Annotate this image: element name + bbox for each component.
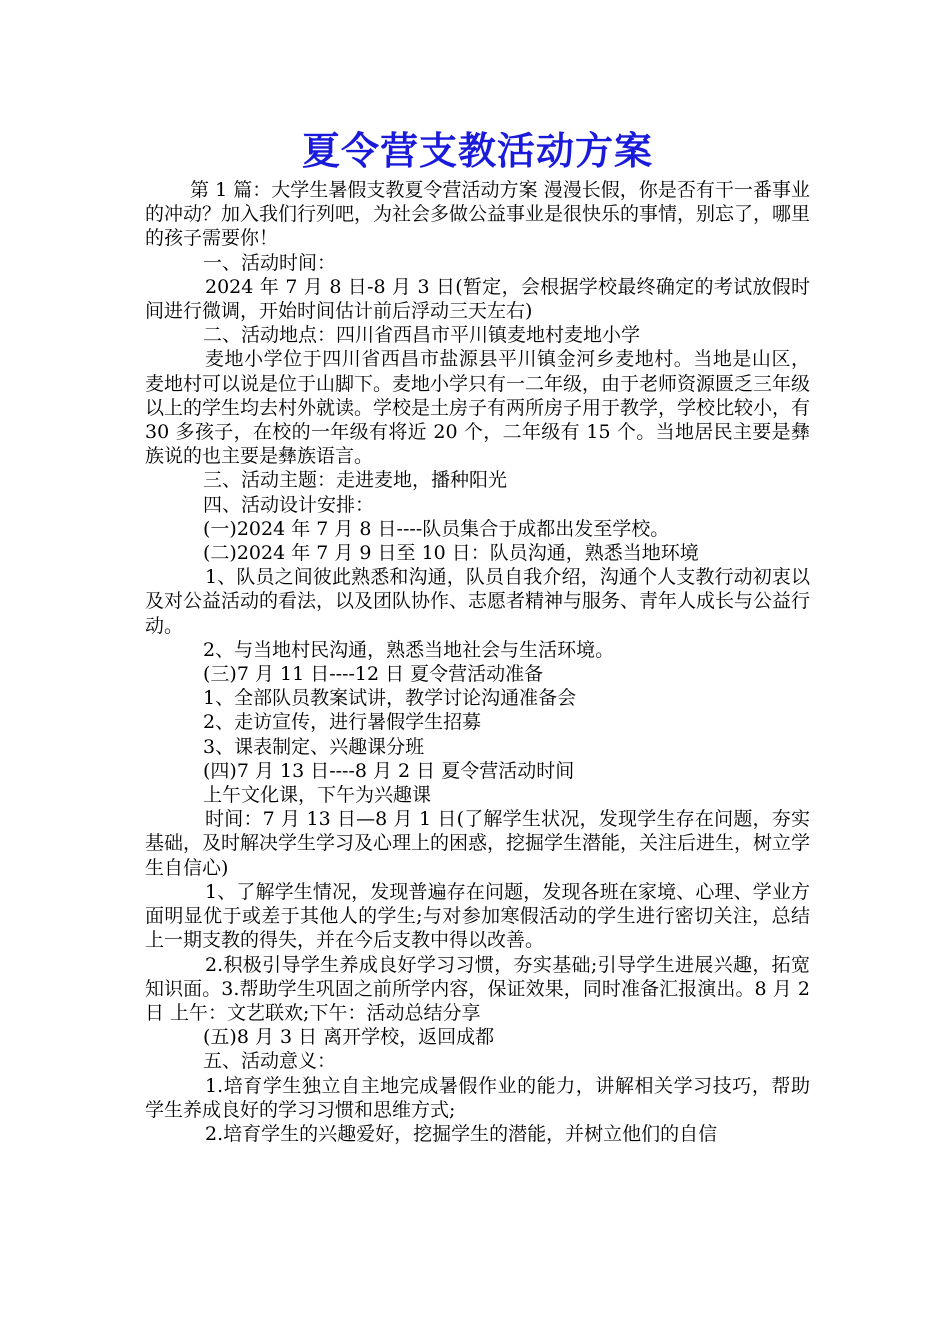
document-page: [145, 126, 810, 1146]
document-paragraph: 2.培育学生的兴趣爱好，挖掘学生的潜能，并树立他们的自信: [205, 1122, 718, 1145]
document-paragraph: (五)8 月 3 日 离开学校，返回成都: [203, 1026, 495, 1049]
document-paragraph: 3、课表制定、兴趣课分班: [203, 735, 425, 758]
document-paragraph: (四)7 月 13 日----8 月 2 日 夏令营活动时间: [203, 759, 575, 782]
document-paragraph: 第 1 篇：大学生暑假支教夏令营活动方案 漫漫长假，你是否有干一番事业的冲动？加入我们行列吧，为社会多做公益事业是很快乐的事情，别忘了，哪里的孩子需要你！: [145, 179, 811, 250]
document-paragraph: 2、与当地村民沟通，熟悉当地社会与生活环境。: [203, 638, 615, 661]
document-body: [145, 178, 810, 1146]
document-paragraph: 1、队员之间彼此熟悉和沟通，队员自我介绍，沟通个人支教行动初衷以及对公益活动的看法，以及团队协作、志愿者精神与服务、青年人成长与公益行动。: [145, 566, 811, 637]
document-paragraph: (三)7 月 11 日----12 日 夏令营活动准备: [203, 663, 544, 686]
document-paragraph: 二、活动地点：四川省西昌市平川镇麦地村麦地小学: [203, 324, 641, 347]
document-paragraph: 四、活动设计安排：: [203, 493, 375, 516]
document-paragraph: 2024 年 7 月 8 日-8 月 3 日(暂定，会根据学校最终确定的考试放假时间进行微调，开始时间估计前后浮动三天左右): [145, 275, 810, 323]
document-paragraph: 一、活动时间：: [203, 251, 337, 274]
document-paragraph: 2.积极引导学生养成良好学习习惯，夯实基础;引导学生进展兴趣，拓宽知识面。3.帮助学生巩固之前所学内容，保证效果，同时准备汇报演出。8 月 2 日 上午：文艺联欢;下午：活动总结分享: [145, 953, 810, 1024]
document-paragraph: 麦地小学位于四川省西昌市盐源县平川镇金河乡麦地村。当地是山区，麦地村可以说是位于山脚下。麦地小学只有一二年级，由于老师资源匮乏三年级以上的学生均去村外就读。学校是土房子有两所房子用于教学，学校比较小，有 30 多孩子，在校的一年级有将近 20 个，二年级有 15 个。当地居民主要是彝族说的也主要是彝族语言。: [145, 348, 811, 468]
document-paragraph: (二)2024 年 7 月 9 日至 10 日：队员沟通，熟悉当地环境: [203, 542, 699, 565]
document-title: 夏令营支教活动方案: [301, 129, 653, 173]
document-paragraph: 上午文化课，下午为兴趣课: [203, 784, 432, 807]
document-paragraph: 五、活动意义：: [203, 1050, 337, 1073]
document-paragraph: 三、活动主题：走进麦地，播种阳光: [203, 469, 508, 492]
document-paragraph: 1、全部队员教案试讲，教学讨论沟通准备会: [203, 687, 577, 710]
document-paragraph: 时间：7 月 13 日—8 月 1 日(了解学生状况，发现学生存在问题，夯实基础，及时解决学生学习及心理上的困惑，挖掘学生潜能，关注后进生，树立学生自信心): [145, 808, 811, 879]
document-paragraph: 1、了解学生情况，发现普遍存在问题，发现各班在家境、心理、学业方面明显优于或差于其他人的学生;与对参加寒假活动的学生进行密切关注，总结上一期支教的得失，并在今后支教中得以改善。: [145, 880, 810, 952]
document-paragraph: (一)2024 年 7 月 8 日----队员集合于成都出发至学校。: [203, 517, 670, 540]
document-paragraph: 1.培育学生独立自主地完成暑假作业的能力，讲解相关学习技巧，帮助学生养成良好的学习习惯和思维方式;: [145, 1074, 810, 1121]
document-paragraph: 2、走访宣传，进行暑假学生招募: [203, 711, 482, 734]
